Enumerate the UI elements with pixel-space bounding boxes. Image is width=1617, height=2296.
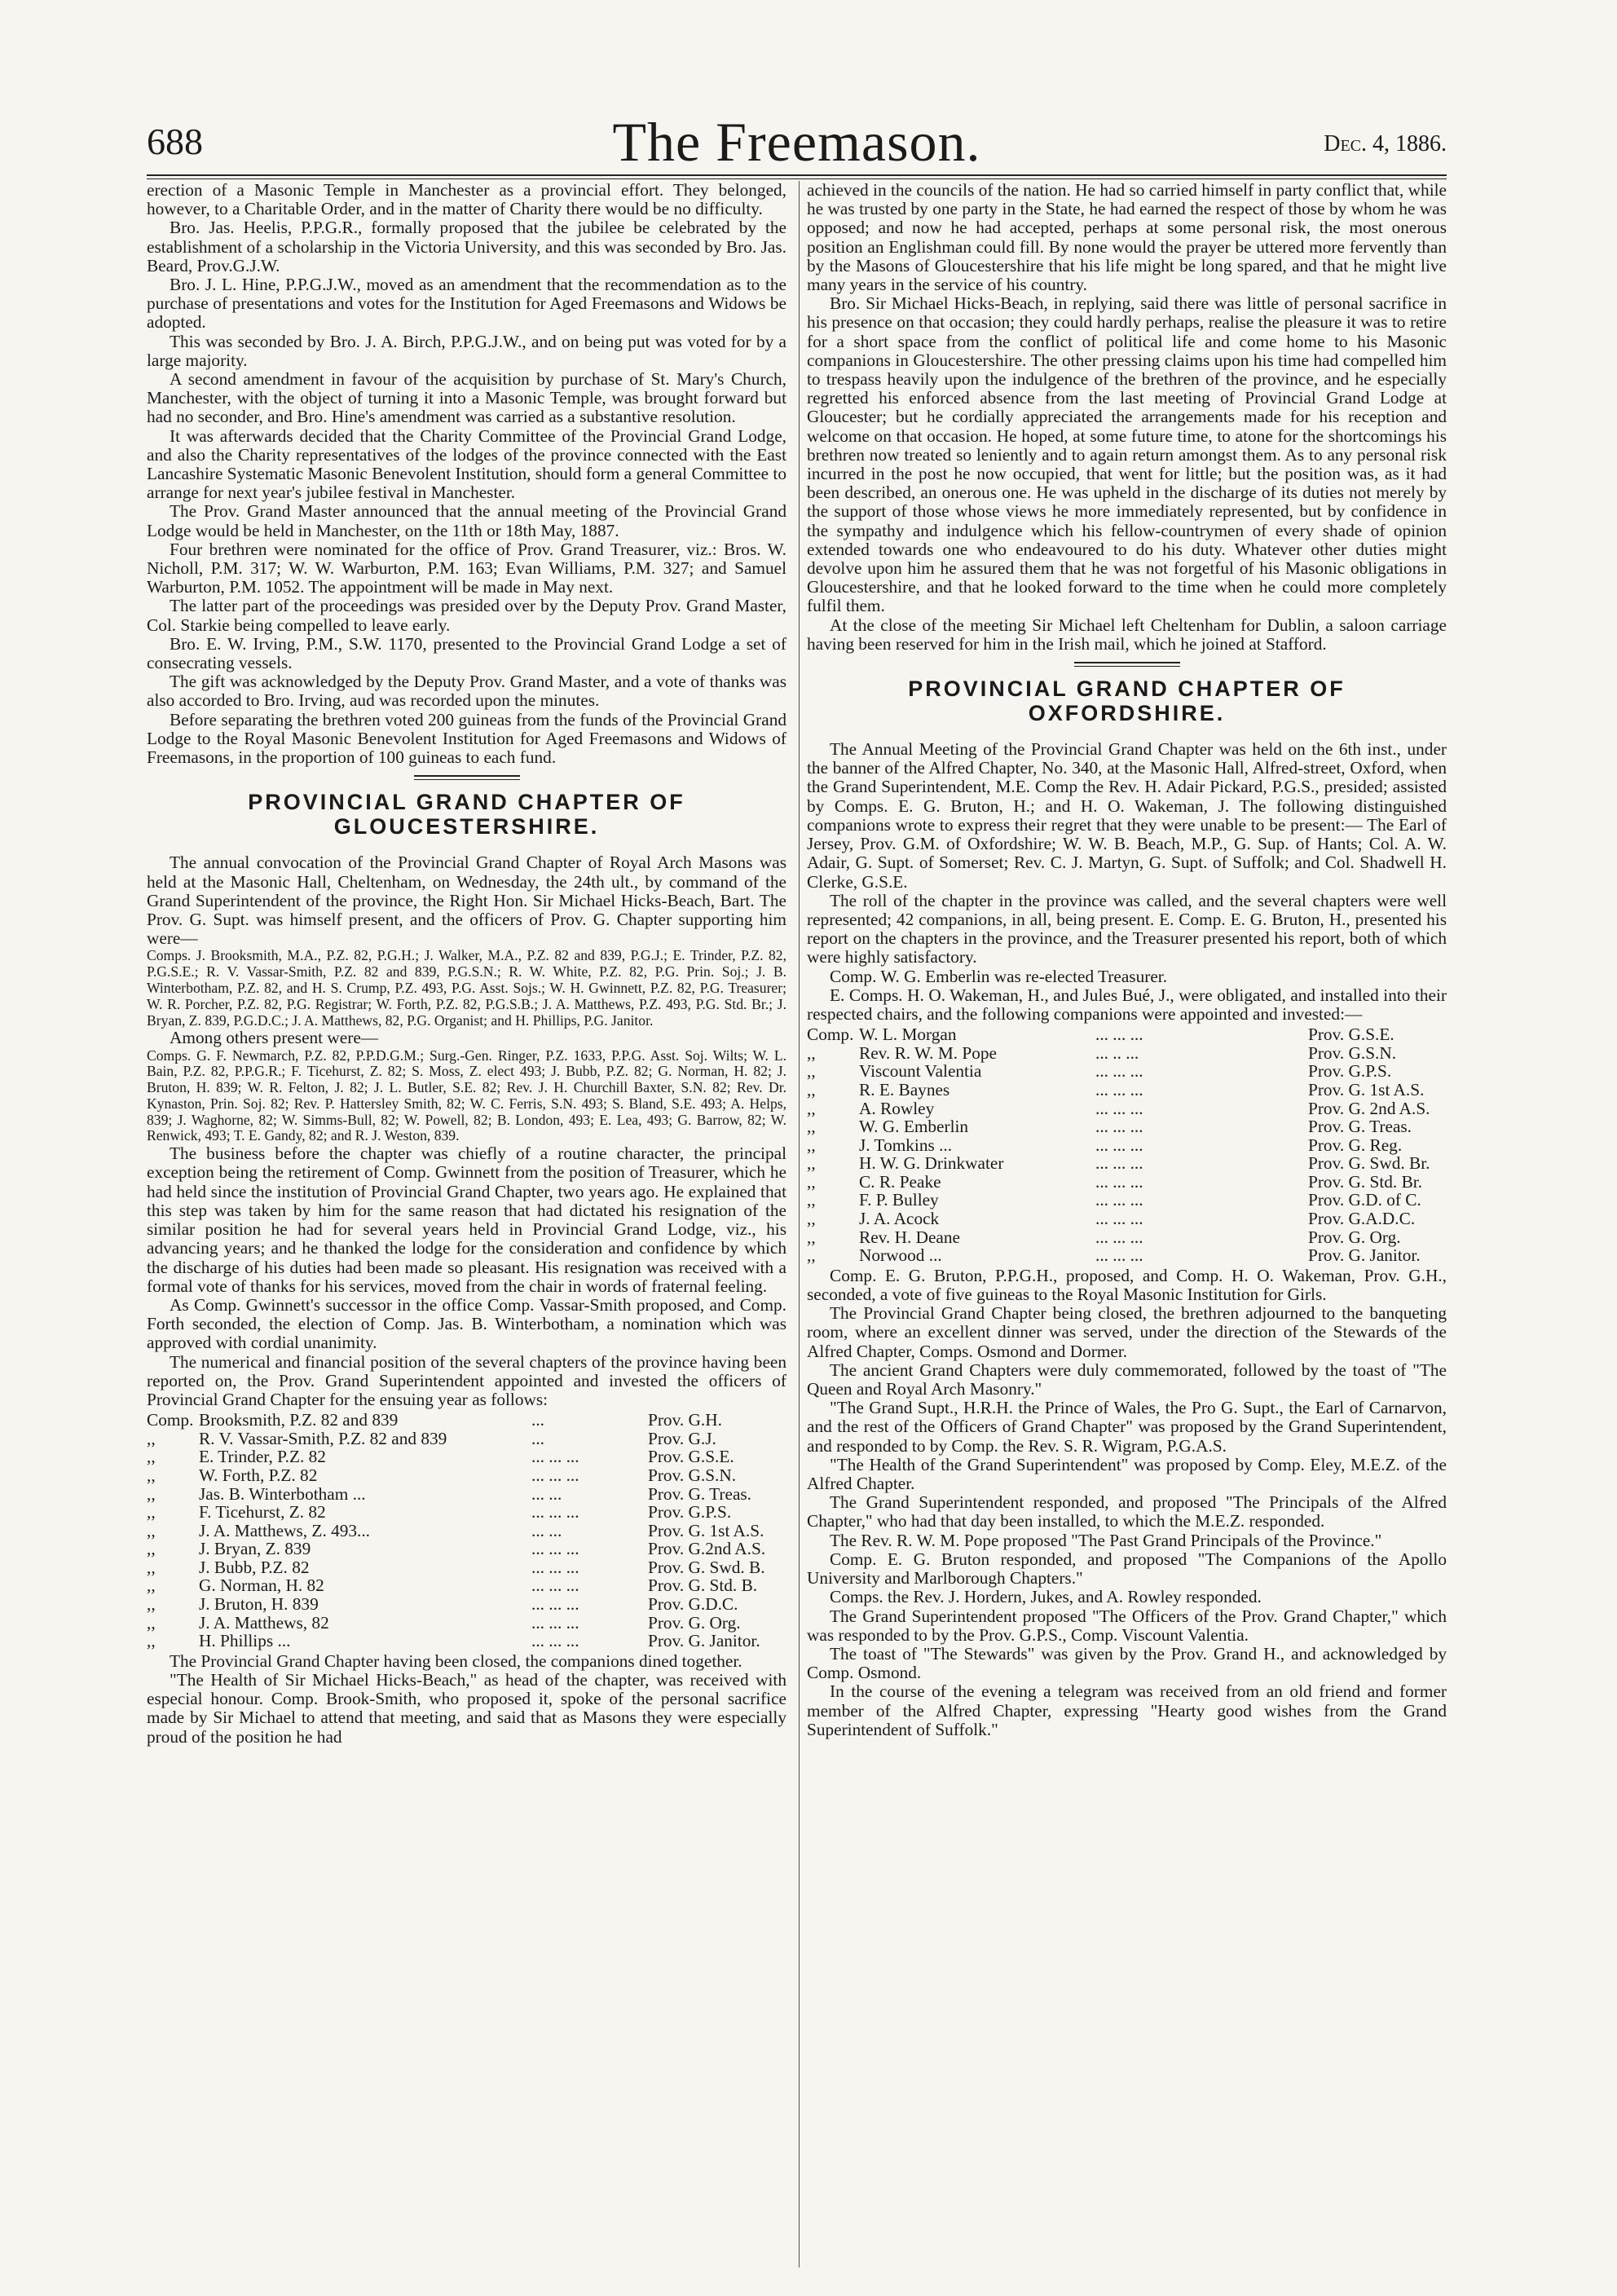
section-heading: PROVINCIAL GRAND CHAPTER OF GLOUCESTERSHIRE.: [248, 790, 685, 840]
officer-prefix: Comp.: [147, 1410, 194, 1430]
article-paragraph: The Grand Superintendent responded, and proposed "The Principals of the Alfred Chapter," who had that day been installed, to which the M.E.Z. responded.: [807, 1492, 1447, 1531]
officer-row: [147, 1595, 786, 1614]
right-column: [807, 181, 1447, 2272]
officer-row: [807, 1246, 1447, 1265]
leader-dots: ... ... ...: [1095, 1245, 1143, 1266]
officer-name: J. Tomkins ...: [859, 1135, 953, 1155]
officer-row: [807, 1136, 1447, 1155]
officer-prefix: ,,: [807, 1245, 816, 1266]
column-divider: [799, 181, 800, 2267]
leader-dots: ... ... ...: [1095, 1171, 1143, 1192]
article-paragraph: Comp. W. G. Emberlin was re-elected Treasurer.: [830, 966, 1168, 986]
leader-dots: ... ... ...: [1095, 1135, 1143, 1155]
officer-row: [147, 1558, 786, 1577]
officer-office: Prov. G.S.N.: [1308, 1042, 1397, 1063]
officer-prefix: ,,: [147, 1465, 156, 1485]
officer-office: Prov. G. Treas.: [648, 1483, 752, 1504]
officer-office: Prov. G. Org.: [1308, 1227, 1401, 1247]
leader-dots: ...: [531, 1428, 544, 1448]
article-paragraph: Among others present were—: [170, 1028, 379, 1048]
article-paragraph: Bro. J. L. Hine, P.P.G.J.W., moved as an amendment that the recommendation as to the purchase of presentations and votes for the Institution for Aged Freemasons and Widows be adopted.: [147, 275, 786, 333]
officer-name: Rev. R. W. M. Pope: [859, 1042, 998, 1063]
article-paragraph: "The Health of Sir Michael Hicks-Beach," as head of the chapter, was received with especial honour. Comp. Brook-Smith, who proposed it, spoke of the personal sacrifice made by Sir Michael to attend that meeting, and said that as Masons they were especially proud of the position he had: [147, 1670, 786, 1747]
officer-row: [807, 1025, 1447, 1044]
officer-row: [807, 1173, 1447, 1192]
article-paragraph: The Annual Meeting of the Provincial Grand Chapter was held on the 6th inst., under the banner of the Alfred Chapter, No. 340, at the Masonic Hall, Alfred-street, Oxford, when the Grand Superintendent, M.E. Comp the Rev. H. Adair Pickard, P.G.S., presided; assisted by Comps. E. G. Bruton, H.; and H. O. Wakeman, J. The following distinguished companions wrote to express their regret that they were unable to be present:— The Earl of Jersey, Prov. G.M. of Oxfordshire; W. W. B. Beach, M.P., G. Sup. of Hants; Col. A. W. Adair, G. Supt. of Somerset; Rev. C. J. Martyn, G. Supt. of Suffolk; and Col. Shadwell H. Clerke, G.S.E.: [807, 739, 1447, 892]
article-paragraph: The latter part of the proceedings was presided over by the Deputy Prov. Grand Master, Col. Starkie being compelled to leave early.: [147, 596, 786, 635]
officer-prefix: ,,: [807, 1098, 816, 1118]
officers-paragraph: Comps. J. Brooksmith, M.A., P.Z. 82, P.G.H.; J. Walker, M.A., P.Z. 82 and 839, P.G.J.; E. Trinder, P.Z. 82, P.G.S.E.; R. V. Vassar-Smith, P.Z. 82 and 839, P.G.S.N.; R. W. White, P.Z. 82, P.G. Prin. Soj.; J. B. Winterbotham, P.Z. 82, and H. S. Crump, P.Z. 493, P.G. Asst. Sojs.; W. H. Gwinnett, P.Z. 82, P.G. Treasurer; W. R. Porcher, P.Z. 82, P.G. Registrar; W. Forth, P.Z. 82, P.G.S.B.; J. A. Matthews, P.Z. 493, P.G. Std. Br.; J. Bryan, Z. 839, P.G.D.C.; J. A. Matthews, 82, P.G. Organist; and H. Phillips, P.G. Janitor.: [147, 947, 786, 1029]
officers-list: [807, 1025, 1447, 1265]
article-paragraph: In the course of the evening a telegram was received from an old friend and former member of the Alfred Chapter, expressing "Hearty good wishes from the Grand Superintendent of Suffolk.": [807, 1681, 1447, 1739]
article-paragraph: The Provincial Grand Chapter having been closed, the companions dined together.: [170, 1650, 742, 1671]
officer-name: H. W. G. Drinkwater: [859, 1153, 1004, 1174]
officer-name: F. P. Bulley: [859, 1190, 939, 1210]
leader-dots: ... ... ...: [1095, 1079, 1143, 1100]
leader-dots: ... ... ...: [1095, 1117, 1143, 1137]
officer-row: [147, 1576, 786, 1595]
officer-prefix: ,,: [807, 1135, 816, 1155]
officer-name: E. Trinder, P.Z. 82: [199, 1447, 326, 1467]
officer-row: [807, 1044, 1447, 1063]
leader-dots: ... ... ...: [531, 1594, 579, 1615]
leader-dots: ... ... ...: [1095, 1190, 1143, 1210]
officer-row: [147, 1485, 786, 1504]
article-paragraph: The toast of "The Stewards" was given by the Prov. Grand H., and acknowledged by Comp. Osmond.: [807, 1643, 1447, 1683]
officer-office: Prov. G. Swd. B.: [648, 1557, 765, 1577]
officer-name: J. A. Acock: [859, 1209, 940, 1229]
officer-row: [807, 1081, 1447, 1100]
section-heading: PROVINCIAL GRAND CHAPTER OF OXFORDSHIRE.: [908, 676, 1346, 726]
officer-row: [147, 1614, 786, 1633]
officer-office: Prov. G.P.S.: [648, 1502, 732, 1523]
officer-prefix: ,,: [807, 1171, 816, 1192]
officer-name: J. Bubb, P.Z. 82: [199, 1557, 310, 1577]
officer-row: [147, 1466, 786, 1485]
officer-office: Prov. G. Std. B.: [648, 1575, 758, 1596]
officer-row: [807, 1191, 1447, 1210]
officer-prefix: ,,: [147, 1557, 156, 1577]
attendees-paragraph: Comps. G. F. Newmarch, P.Z. 82, P.P.D.G.M.; Surg.-Gen. Ringer, P.Z. 1633, P.P.G. Asst. Soj. Wilts; W. L. Bain, P.Z. 82, P.P.G.R.; F. Ticehurst, Z. 82; S. Moss, Z. elect 493; J. Bubb, P.Z. 82; G. Norman, H. 82; J. Bruton, H. 839; W. R. Felton, J. 82; J. L. Butler, S.E. 82; Rev. J. H. Churchill Baxter, S.N. 82; Rev. Dr. Kynaston, Prin. Soj. 82; Rev. P. Hattersley Smith, 82; W. C. Ferris, S.N. 493; S. Bland, S.E. 493; A. Helps, 839; J. Waghorne, 82; W. Simms-Bull, 82; W. Powell, 82; B. London, 493; E. Lea, 493; G. Barrow, 82; W. Renwick, 493; T. E. Gandy, 82; and R. J. Weston, 839.: [147, 1047, 786, 1144]
leader-dots: ... ... ...: [1095, 1209, 1143, 1229]
officer-row: [807, 1117, 1447, 1136]
officer-name: C. R. Peake: [859, 1171, 941, 1192]
officer-name: W. Forth, P.Z. 82: [199, 1465, 318, 1485]
officer-office: Prov. G. Std. Br.: [1308, 1171, 1423, 1192]
officer-row: [147, 1430, 786, 1448]
leader-dots: ... ... ...: [531, 1539, 579, 1559]
officer-name: Jas. B. Winterbotham ...: [199, 1483, 366, 1504]
officer-prefix: ,,: [147, 1447, 156, 1467]
article-paragraph: The Prov. Grand Master announced that the annual meeting of the Provincial Grand Lodge would be held in Manchester, on the 11th or 18th May, 1887.: [147, 501, 786, 540]
article-paragraph: The Provincial Grand Chapter being closed, the brethren adjourned to the banqueting room, where an excellent dinner was served, under the direction of the Stewards of the Alfred Chapter, Comps. Osmond and Dormer.: [807, 1303, 1447, 1361]
leader-dots: ... ... ...: [531, 1465, 579, 1485]
officer-row: [807, 1210, 1447, 1228]
officer-prefix: ,,: [147, 1520, 156, 1540]
officer-prefix: ,,: [807, 1117, 816, 1137]
article-paragraph: Before separating the brethren voted 200 guineas from the funds of the Provincial Grand Lodge to the Royal Masonic Benevolent Institution for Aged Freemasons and Widows of Freemasons, in the proportion of 100 guineas to each fund.: [147, 709, 786, 768]
officer-office: Prov. G.H.: [648, 1410, 722, 1430]
officer-prefix: ,,: [147, 1428, 156, 1448]
officer-office: Prov. G. Org.: [648, 1612, 741, 1633]
officer-office: Prov. G. Treas.: [1308, 1117, 1412, 1137]
officer-office: Prov. G. 1st A.S.: [648, 1520, 764, 1540]
officer-row: [807, 1100, 1447, 1118]
officer-name: Brooksmith, P.Z. 82 and 839: [199, 1410, 399, 1430]
officer-name: F. Ticehurst, Z. 82: [199, 1502, 326, 1523]
officer-prefix: Comp.: [807, 1025, 854, 1045]
officer-name: Rev. H. Deane: [859, 1227, 960, 1247]
leader-dots: ... ...: [531, 1520, 562, 1540]
article-paragraph: A second amendment in favour of the acquisition by purchase of St. Mary's Church, Manchester, with the object of turning it into a Masonic Temple, was brought forward but had no seconder, and Bro. Hine's amendment was carried as a substantive resolution.: [147, 369, 786, 427]
officer-office: Prov. G. 1st A.S.: [1308, 1079, 1425, 1100]
article-paragraph: The numerical and financial position of the several chapters of the province having been reported on, the Prov. Grand Superintendent appointed and invested the officers of Provincial Grand Chapter for the ensuing year as follows:: [147, 1351, 786, 1409]
officer-prefix: ,,: [807, 1227, 816, 1247]
officer-row: [807, 1062, 1447, 1081]
officer-office: Prov. G.A.D.C.: [1308, 1209, 1416, 1229]
leader-dots: ... ... ...: [531, 1502, 579, 1523]
article-paragraph: E. Comps. H. O. Wakeman, H., and Jules Bué, J., were obligated, and installed into their respected chairs, and the following companions were appointed and invested:—: [807, 985, 1447, 1024]
leader-dots: ... ... ...: [531, 1612, 579, 1633]
article-paragraph: erection of a Masonic Temple in Manchester as a provincial effort. They belonged, however, to a Charitable Order, and in the matter of Charity there would be no difficulty.: [147, 181, 786, 219]
officer-name: R. V. Vassar-Smith, P.Z. 82 and 839: [199, 1428, 447, 1448]
officer-prefix: ,,: [147, 1502, 156, 1523]
article-paragraph: This was seconded by Bro. J. A. Birch, P.P.G.J.W., and on being put was voted for by a large majority.: [147, 331, 786, 370]
officer-name: R. E. Baynes: [859, 1079, 950, 1100]
section-separator: [414, 775, 520, 780]
article-paragraph: achieved in the councils of the nation. He had so carried himself in party conflict that, while he was trusted by one party in the State, he had earned the respect of those by whom he was opposed; and now he had accepted, perhaps at some personal risk, the most onerous position an Englishman could fill. By none would the prayer be uttered more fervently than by the Masons of Gloucestershire that his life might be long spared, and that he might live many years in the service of his country.: [807, 181, 1447, 295]
officer-office: Prov. G.S.E.: [648, 1447, 734, 1467]
officer-office: Prov. G. Reg.: [1308, 1135, 1403, 1155]
officer-name: J. Bryan, Z. 839: [199, 1539, 311, 1559]
officer-name: J. Bruton, H. 839: [199, 1594, 319, 1615]
officer-prefix: ,,: [807, 1153, 816, 1174]
officer-prefix: ,,: [147, 1594, 156, 1615]
officer-row: [147, 1411, 786, 1430]
journal-title: The Freemason.: [612, 111, 981, 173]
leader-dots: ... ... ...: [531, 1631, 579, 1651]
article-paragraph: As Comp. Gwinnett's successor in the office Comp. Vassar-Smith proposed, and Comp. Forth seconded, the election of Comp. Jas. B. Winterbotham, a nomination which was approved with cordial unanimity.: [147, 1294, 786, 1353]
officer-office: Prov. G.P.S.: [1308, 1061, 1392, 1082]
page-number: 688: [147, 121, 203, 162]
officer-name: J. A. Matthews, Z. 493...: [199, 1520, 371, 1540]
officer-office: Prov. G.D.C.: [648, 1594, 738, 1615]
officer-prefix: ,,: [147, 1575, 156, 1596]
officer-row: [147, 1503, 786, 1522]
article-paragraph: The roll of the chapter in the province was called, and the several chapters were well represented; 42 companions, in all, being present. E. Comp. E. G. Bruton, H., presented his report on the chapters in the province, and the Treasurer presented his report, both of which were highly satisfactory.: [807, 890, 1447, 967]
officers-list: [147, 1411, 786, 1650]
officer-office: Prov. G. Janitor.: [648, 1631, 760, 1651]
leader-dots: ... ... ...: [531, 1447, 579, 1467]
officer-office: Prov. G. 2nd A.S.: [1308, 1098, 1430, 1118]
leader-dots: ... ...: [531, 1483, 562, 1504]
header-rule: [147, 174, 1447, 179]
officer-name: J. A. Matthews, 82: [199, 1612, 329, 1633]
officer-prefix: ,,: [147, 1539, 156, 1559]
left-column: [147, 181, 786, 2272]
article-paragraph: It was afterwards decided that the Charity Committee of the Provincial Grand Lodge, and also the Charity representatives of the lodges of the province connected with the East Lancashire Systematic Masonic Benevolent Institution, should form a general Committee to arrange for next year's jubilee festival in Manchester.: [147, 425, 786, 503]
officer-prefix: ,,: [807, 1079, 816, 1100]
officer-office: Prov. G.J.: [648, 1428, 716, 1448]
officer-row: [147, 1448, 786, 1466]
officer-prefix: ,,: [807, 1061, 816, 1082]
article-paragraph: The annual convocation of the Provincial Grand Chapter of Royal Arch Masons was held at the Masonic Hall, Cheltenham, on Wednesday, the 24th ult., by command of the Grand Superintendent of the province, the Right Hon. Sir Michael Hicks-Beach, Bart. The Prov. G. Supt. was himself present, and the officers of Prov. G. Chapter supporting him were—: [147, 853, 786, 949]
leader-dots: ... ... ...: [1095, 1025, 1143, 1045]
officer-office: Prov. G.S.E.: [1308, 1025, 1394, 1045]
article-paragraph: At the close of the meeting Sir Michael left Cheltenham for Dublin, a saloon carriage having been reserved for him in the Irish mail, which he joined at Stafford.: [807, 615, 1447, 654]
officer-office: Prov. G.D. of C.: [1308, 1190, 1421, 1210]
officer-name: Viscount Valentia: [859, 1061, 982, 1082]
leader-dots: ... ... ...: [1095, 1061, 1143, 1082]
article-paragraph: Comps. the Rev. J. Hordern, Jukes, and A. Rowley responded.: [830, 1587, 1262, 1607]
officer-name: W. G. Emberlin: [859, 1117, 969, 1137]
officer-name: Norwood ...: [859, 1245, 942, 1266]
article-paragraph: Bro. Jas. Heelis, P.P.G.R., formally proposed that the jubilee be celebrated by the establishment of a scholarship in the Victoria University, and this was seconded by Bro. Jas. Beard, Prov.G.J.W.: [147, 218, 786, 275]
section-separator: [1074, 662, 1180, 667]
article-paragraph: The Rev. R. W. M. Pope proposed "The Past Grand Principals of the Province.": [830, 1530, 1382, 1550]
officer-name: A. Rowley: [859, 1098, 935, 1118]
officer-prefix: ,,: [807, 1209, 816, 1229]
officer-name: H. Phillips ...: [199, 1631, 291, 1651]
article-paragraph: Bro. Sir Michael Hicks-Beach, in replying, said there was little of personal sacrifice in his presence on that occasion; they could hardly perhaps, realise the pleasure it was to retire for a short space from the conflict of political life and come home to his Masonic companions in Gloucestershire. The other pressing claims upon his time had compelled him to trespass heavily upon the indulgence of the brethren of the province, and he especially regretted his enforced absence from the last meeting of Provincial Grand Lodge at Gloucester; but he cordially appreciated the arrangements made for his reception and welcome on that occasion. He hoped, at some future time, to atone for the shortcomings his brethren now treated so leniently and to again return amongst them. As to any personal risk incurred in the post he now occupied, that went for little; but the position was, as it had been described, an onerous one. He was upheld in the discharge of its duties not merely by the support of those whose views he more immediately represented, but by confidence in the sympathy and indulgence which his fellow-countrymen of every shade of opinion extended towards one who endeavoured to do his duty. Whatever other duties might devolve upon him he assured them that he was not forgetful of his Masonic obligations in Gloucestershire, and that he looked forward to the time when he could more completely fulfil them.: [807, 293, 1447, 616]
officer-prefix: ,,: [147, 1612, 156, 1633]
officer-prefix: ,,: [147, 1631, 156, 1651]
officer-prefix: ,,: [807, 1190, 816, 1210]
officer-office: Prov. G.S.N.: [648, 1465, 737, 1485]
article-paragraph: "The Health of the Grand Superintendent" was proposed by Comp. Eley, M.E.Z. of the Alfred Chapter.: [807, 1454, 1447, 1494]
officer-office: Prov. G.2nd A.S.: [648, 1539, 766, 1559]
article-paragraph: "The Grand Supt., H.R.H. the Prince of Wales, the Pro G. Supt., the Earl of Carnarvon, and the rest of the Officers of Grand Chapter" was proposed by the Grand Superintendent, and responded to by Comp. the Rev. S. R. Wigram, P.G.A.S.: [807, 1398, 1447, 1456]
article-paragraph: Bro. E. W. Irving, P.M., S.W. 1170, presented to the Provincial Grand Lodge a set of consecrating vessels.: [147, 633, 786, 673]
officer-row: [147, 1632, 786, 1650]
officer-row: [807, 1228, 1447, 1247]
article-paragraph: Four brethren were nominated for the office of Prov. Grand Treasurer, viz.: Bros. W. Nicholl, P.M. 317; W. W. Warburton, P.M. 163; Evan Williams, P.M. 327; and Samuel Warburton, P.M. 1052. The appointment will be made in May next.: [147, 539, 786, 597]
masthead: [147, 110, 1447, 175]
officer-name: G. Norman, H. 82: [199, 1575, 324, 1596]
article-paragraph: The gift was acknowledged by the Deputy Prov. Grand Master, and a vote of thanks was also accorded to Bro. Irving, aud was recorded upon the minutes.: [147, 672, 786, 711]
leader-dots: ... ... ...: [1095, 1227, 1143, 1247]
article-paragraph: The Grand Superintendent proposed "The Officers of the Prov. Grand Chapter," which was responded to by the Prov. G.P.S., Comp. Viscount Valentia.: [807, 1606, 1447, 1645]
article-paragraph: The business before the chapter was chiefly of a routine character, the principal exception being the retirement of Comp. Gwinnett from the position of Treasurer, which he had held since the institution of Provincial Grand Chapter, two years ago. He explained that this step was taken by him for the same reason that had dictated his resignation of the similar position he had for several years held in Provincial Grand Lodge, viz., his advancing years; and he thanked the lodge for the consideration and confidence by which the discharge of his duties had been made so pleasant. His resignation was received with a formal vote of thanks for his services, moved from the chair in words of fraternal feeling.: [147, 1144, 786, 1296]
leader-dots: ... ... ...: [531, 1557, 579, 1577]
officer-prefix: ,,: [807, 1042, 816, 1063]
leader-dots: ...: [531, 1410, 544, 1430]
officer-office: Prov. G. Janitor.: [1308, 1245, 1421, 1266]
article-paragraph: The ancient Grand Chapters were duly commemorated, followed by the toast of "The Queen and Royal Arch Masonry.": [807, 1360, 1447, 1399]
leader-dots: ... ... ...: [531, 1575, 579, 1596]
article-paragraph: Comp. E. G. Bruton responded, and proposed "The Companions of the Apollo University and Marlborough Chapters.": [807, 1549, 1447, 1589]
issue-date: Dec. 4, 1886.: [1324, 131, 1447, 156]
officer-row: [807, 1154, 1447, 1173]
officer-prefix: ,,: [147, 1483, 156, 1504]
article-paragraph: Comp. E. G. Bruton, P.P.G.H., proposed, and Comp. H. O. Wakeman, Prov. G.H., seconded, a vote of five guineas to the Royal Masonic Institution for Girls.: [807, 1265, 1447, 1305]
leader-dots: ... ... ...: [1095, 1153, 1143, 1174]
officer-office: Prov. G. Swd. Br.: [1308, 1153, 1430, 1174]
officer-name: W. L. Morgan: [859, 1025, 957, 1045]
officer-row: [147, 1522, 786, 1540]
officer-row: [147, 1540, 786, 1558]
leader-dots: ... .. ...: [1095, 1042, 1139, 1063]
leader-dots: ... ... ...: [1095, 1098, 1143, 1118]
